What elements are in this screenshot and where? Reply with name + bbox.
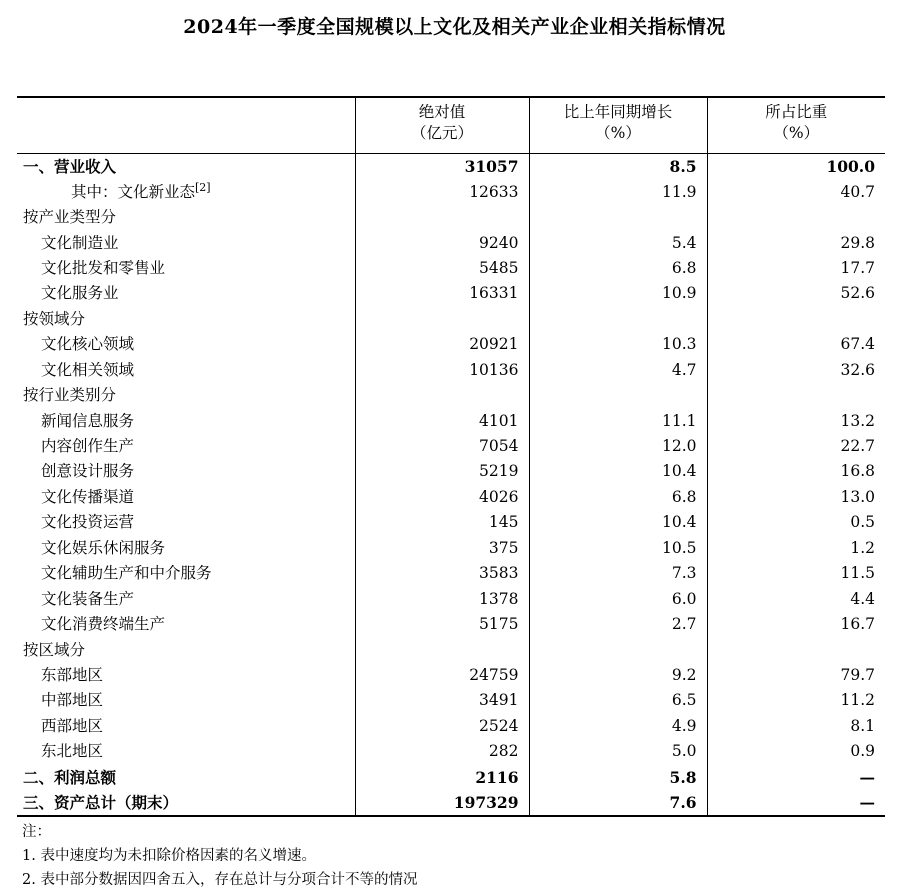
- row-label-text: 东北地区: [41, 742, 104, 761]
- row-label: [17, 586, 355, 611]
- row-label-text: 文化投资运营: [41, 513, 135, 532]
- growth-cell: 10.3: [529, 332, 707, 357]
- growth-cell: 7.6: [529, 790, 707, 816]
- row-label-text: 文化相关领域: [41, 360, 135, 379]
- header-line1: 所占比重: [765, 103, 828, 121]
- row-label: [17, 230, 355, 255]
- absolute-value-cell: 10136: [355, 358, 529, 383]
- row-label: [17, 637, 355, 662]
- share-cell: 16.8: [840, 462, 875, 481]
- row-label-text: 二、利润总额: [23, 767, 117, 787]
- header-line2: （%）: [595, 124, 641, 142]
- table-row: [17, 408, 885, 433]
- share-cell: 32.6: [840, 360, 875, 379]
- absolute-value-cell: 5485: [355, 256, 529, 281]
- row-label-text: 文化辅助生产和中介服务: [41, 564, 212, 583]
- header-line2: （亿元）: [410, 124, 473, 142]
- share-cell: 0.5: [850, 513, 875, 532]
- share-cell: 67.4: [840, 335, 875, 354]
- table-row: [17, 637, 885, 662]
- row-label: [17, 256, 355, 281]
- absolute-value-cell: 2116: [355, 765, 529, 790]
- row-label-text: 三、资产总计（期末）: [23, 793, 179, 813]
- growth-cell: 12.0: [529, 434, 707, 459]
- absolute-value-cell: [355, 205, 529, 230]
- row-label-text: 按行业类别分: [23, 386, 117, 405]
- table-row: [17, 790, 885, 816]
- table-row: [17, 561, 885, 586]
- absolute-value-cell: 5219: [355, 459, 529, 484]
- header-label-cell: [17, 97, 355, 154]
- header-absolute-value: [355, 97, 529, 154]
- row-label: [17, 459, 355, 484]
- share-cell: 100.0: [826, 157, 875, 177]
- growth-cell: 5.4: [529, 230, 707, 255]
- growth-cell: 10.9: [529, 281, 707, 306]
- footnote: 注：: [22, 824, 51, 840]
- row-label: [17, 714, 355, 739]
- table-row: [17, 459, 885, 484]
- share-cell: [707, 205, 885, 230]
- table-row: [17, 612, 885, 637]
- growth-cell: 6.8: [529, 485, 707, 510]
- share-cell: 40.7: [840, 182, 875, 201]
- absolute-value-cell: 7054: [355, 434, 529, 459]
- table-title: 2024年一季度全国规模以上文化及相关产业企业相关指标情况: [183, 16, 726, 38]
- row-label: [17, 205, 355, 230]
- table-row: [17, 586, 885, 611]
- absolute-value-cell: 3491: [355, 688, 529, 713]
- growth-cell: 10.5: [529, 536, 707, 561]
- row-label-text: 文化批发和零售业: [41, 258, 166, 277]
- share-cell: 11.5: [840, 564, 875, 583]
- row-label-text: 文化服务业: [41, 284, 119, 303]
- growth-cell: 6.0: [529, 586, 707, 611]
- share-cell: 0.9: [850, 742, 875, 761]
- share-cell: [707, 383, 885, 408]
- table-row: [17, 256, 885, 281]
- growth-cell: [529, 637, 707, 662]
- table-row: [17, 307, 885, 332]
- header-line1: 比上年同期增长: [563, 103, 673, 121]
- absolute-value-cell: 12633: [355, 179, 529, 204]
- row-label: [17, 408, 355, 433]
- table-row: [17, 663, 885, 688]
- table-row: [17, 281, 885, 306]
- growth-cell: 5.8: [529, 765, 707, 790]
- header-growth: [529, 97, 707, 154]
- absolute-value-cell: 3583: [355, 561, 529, 586]
- share-cell: 29.8: [840, 233, 875, 252]
- row-label-text: 一、营业收入: [23, 157, 117, 177]
- growth-cell: [529, 205, 707, 230]
- share-cell: 8.1: [850, 716, 875, 735]
- absolute-value-cell: 197329: [355, 790, 529, 816]
- share-cell: 4.4: [850, 589, 875, 608]
- growth-cell: 4.9: [529, 714, 707, 739]
- absolute-value-cell: [355, 637, 529, 662]
- absolute-value-cell: 24759: [355, 663, 529, 688]
- share-cell: 13.0: [840, 487, 875, 506]
- share-cell: 17.7: [840, 258, 875, 277]
- row-label: [17, 281, 355, 306]
- growth-cell: 6.8: [529, 256, 707, 281]
- row-label-text: 创意设计服务: [41, 462, 135, 481]
- table-row: [17, 332, 885, 357]
- footnote: 2. 表中部分数据因四舍五入，存在总计与分项合计不等的情况: [22, 872, 418, 888]
- share-cell: 79.7: [840, 665, 875, 684]
- table-row: [17, 383, 885, 408]
- growth-cell: 4.7: [529, 358, 707, 383]
- row-label-text: 文化传播渠道: [41, 487, 135, 506]
- row-label: [17, 536, 355, 561]
- row-label: [17, 485, 355, 510]
- row-label-text: 西部地区: [41, 716, 104, 735]
- table-row: [17, 230, 885, 255]
- share-cell: 11.2: [840, 691, 875, 710]
- growth-cell: 6.5: [529, 688, 707, 713]
- growth-cell: 7.3: [529, 561, 707, 586]
- row-label: [17, 154, 355, 180]
- absolute-value-cell: 5175: [355, 612, 529, 637]
- row-label-text: 文化消费终端生产: [41, 615, 166, 634]
- row-label: [17, 510, 355, 535]
- absolute-value-cell: 4026: [355, 485, 529, 510]
- absolute-value-cell: 2524: [355, 714, 529, 739]
- table-row: [17, 688, 885, 713]
- row-label-text: 文化核心领域: [41, 335, 135, 354]
- table-row: [17, 358, 885, 383]
- row-label: [17, 739, 355, 764]
- table-row: [17, 434, 885, 459]
- header-share: [707, 97, 885, 154]
- growth-cell: [529, 307, 707, 332]
- row-label-text: 其中：文化新业态: [71, 182, 196, 201]
- growth-cell: 2.7: [529, 612, 707, 637]
- absolute-value-cell: [355, 383, 529, 408]
- row-label: [17, 434, 355, 459]
- row-label: [17, 332, 355, 357]
- header-line2: （%）: [773, 124, 820, 142]
- row-label-text: 按区域分: [23, 640, 86, 659]
- table-row: [17, 179, 885, 204]
- footnotes: [22, 820, 417, 892]
- row-label-text: 新闻信息服务: [41, 411, 135, 430]
- table-row: [17, 714, 885, 739]
- absolute-value-cell: [355, 307, 529, 332]
- row-label: [17, 612, 355, 637]
- table-row: [17, 536, 885, 561]
- indicator-table: [17, 96, 885, 817]
- absolute-value-cell: 20921: [355, 332, 529, 357]
- row-label: [17, 561, 355, 586]
- growth-cell: 8.5: [529, 154, 707, 180]
- footnote: 1. 表中速度均为未扣除价格因素的名义增速。: [22, 848, 316, 864]
- share-cell: [707, 307, 885, 332]
- row-label-text: 按产业类型分: [23, 208, 117, 227]
- growth-cell: 10.4: [529, 510, 707, 535]
- growth-cell: [529, 383, 707, 408]
- share-cell: 16.7: [840, 615, 875, 634]
- header-line1: 绝对值: [418, 103, 466, 121]
- row-label: [17, 358, 355, 383]
- row-label-text: 中部地区: [41, 691, 104, 710]
- absolute-value-cell: 145: [355, 510, 529, 535]
- row-label-text: 文化装备生产: [41, 589, 135, 608]
- absolute-value-cell: 16331: [355, 281, 529, 306]
- share-cell: —: [707, 790, 885, 816]
- growth-cell: 11.1: [529, 408, 707, 433]
- table-row: [17, 510, 885, 535]
- row-label-text: 内容创作生产: [41, 437, 135, 456]
- share-cell: [707, 637, 885, 662]
- table-row: [17, 765, 885, 790]
- absolute-value-cell: 375: [355, 536, 529, 561]
- row-label-text: 按领域分: [23, 309, 86, 328]
- row-label-text: 东部地区: [41, 665, 104, 684]
- row-label: [17, 179, 355, 204]
- absolute-value-cell: 4101: [355, 408, 529, 433]
- table-row: [17, 485, 885, 510]
- share-cell: —: [859, 767, 875, 787]
- header-row: [17, 97, 885, 154]
- row-label-text: 文化制造业: [41, 233, 119, 252]
- share-cell: 52.6: [840, 284, 875, 303]
- footnote-marker: [2]: [195, 180, 211, 194]
- row-label-text: 文化娱乐休闲服务: [41, 538, 166, 557]
- absolute-value-cell: 282: [355, 739, 529, 764]
- absolute-value-cell: 9240: [355, 230, 529, 255]
- table-row: [17, 205, 885, 230]
- share-cell: 22.7: [840, 437, 875, 456]
- row-label: [17, 790, 355, 816]
- row-label: [17, 765, 355, 790]
- row-label: [17, 663, 355, 688]
- share-cell: 13.2: [840, 411, 875, 430]
- absolute-value-cell: 1378: [355, 586, 529, 611]
- row-label: [17, 688, 355, 713]
- growth-cell: 11.9: [529, 179, 707, 204]
- table-row: [17, 739, 885, 764]
- growth-cell: 9.2: [529, 663, 707, 688]
- growth-cell: 5.0: [529, 739, 707, 764]
- row-label: [17, 383, 355, 408]
- share-cell: 1.2: [850, 538, 875, 557]
- row-label: [17, 307, 355, 332]
- absolute-value-cell: 31057: [355, 154, 529, 180]
- growth-cell: 10.4: [529, 459, 707, 484]
- table-row: [17, 154, 885, 180]
